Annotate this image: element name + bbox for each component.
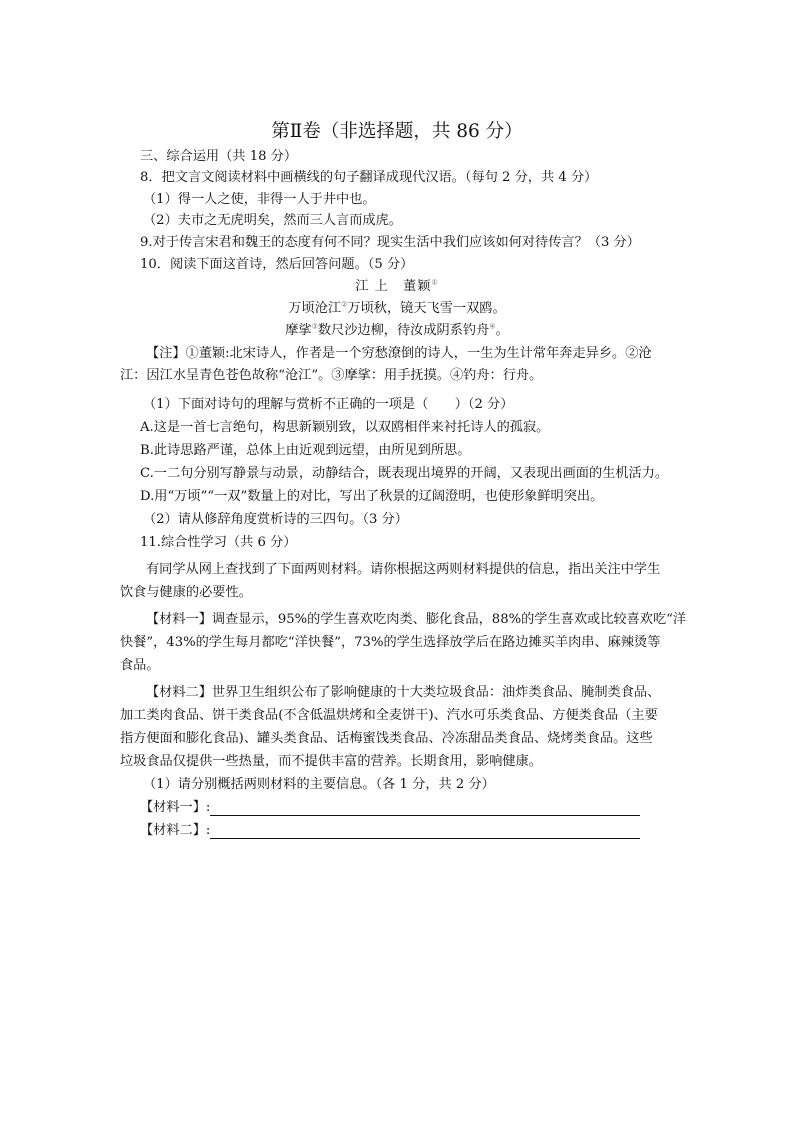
question-10-stem: 10．阅读下面这首诗，然后回答问题。（5 分） — [140, 257, 414, 272]
material-1-line-1: 【材料一】调查显示，95%的学生喜欢吃肉类、膨化食品，88%的学生喜欢或比较喜欢吃“洋 — [146, 612, 687, 627]
poem-line-2: 摩挲③数尺沙边柳，待汝成阴系钓舟④。 — [285, 322, 509, 338]
material-1-line-2: 快餐”，43%的学生每月都吃“洋快餐”，73%的学生选择放学后在路边摊买羊肉串、麻辣烫等 — [120, 635, 661, 650]
footnote-mark: ③ — [311, 322, 318, 331]
poem-title: 江 上 董颖① — [355, 278, 439, 294]
question-10-sub-2: （2）请从修辞角度赏析诗的三四句。（3 分） — [143, 512, 408, 527]
footnote-mark: ④ — [489, 322, 496, 331]
question-8-sentence-2: （2）夫市之无虎明矣，然而三人言而成虎。 — [143, 213, 402, 228]
poem-notes-line-2: 江：因江水呈青色苍色故称“沧江”。③摩挲：用手抚摸。④钓舟：行舟。 — [120, 368, 543, 383]
material-2-line-2: 加工类肉食品、饼干类食品(不含低温烘烤和全麦饼干)、汽水可乐类食品、方便类食品（主要 — [120, 708, 658, 723]
material-2-line-1: 【材料二】世界卫生组织公布了影响健康的十大类垃圾食品：油炸类食品、腌制类食品、 — [146, 685, 661, 700]
answer-line-material-1[interactable] — [140, 799, 640, 816]
answer-label: 【材料二】: — [140, 823, 211, 838]
question-11-intro-1: 有同学从网上查找到了下面两则材料。请你根据这两则材料提供的信息，指出关注中学生 — [146, 562, 661, 577]
question-11-sub-1: （1）请分别概括两则材料的主要信息。（各 1 分，共 2 分） — [143, 777, 495, 792]
section-heading: 三、综合运用（共 18 分） — [140, 149, 298, 164]
footnote-mark: ① — [431, 278, 439, 287]
option-a: A.这是一首七言绝句，构思新颖别致，以双鸥相伴来衬托诗人的孤寂。 — [140, 420, 550, 435]
question-9: 9.对于传言宋君和魏王的态度有何不同？现实生活中我们应该如何对待传言？（3 分） — [140, 235, 640, 250]
answer-blank[interactable] — [210, 825, 640, 839]
material-2-line-3: 指方便面和膨化食品)、罐头类食品、话梅蜜饯类食品、冷冻甜品类食品、烧烤类食品。这些 — [120, 731, 653, 746]
option-c: C.一二句分别写静景与动景，动静结合，既表现出境界的开阔，又表现出画面的生机活力。 — [140, 466, 669, 481]
question-8-stem: 8．把文言文阅读材料中画横线的句子翻译成现代汉语。（每句 2 分，共 4 分） — [140, 170, 598, 185]
answer-blank[interactable] — [210, 802, 640, 816]
material-1-line-3: 食品。 — [120, 658, 160, 673]
page-title: 第Ⅱ卷（非选择题，共 86 分） — [271, 121, 523, 142]
answer-label: 【材料一】: — [140, 800, 211, 815]
poem-line-1: 万顷沧江②万顷秋，镜天飞雪一双鸥。 — [288, 300, 506, 316]
material-2-line-4: 垃圾食品仅提供一些热量，而不提供丰富的营养。长期食用，影响健康。 — [120, 754, 542, 769]
question-10-sub-1: （1）下面对诗句的理解与赏析不正确的一项是（ ）（2 分） — [143, 397, 514, 412]
poem-notes-line-1: 【注】①董颖:北宋诗人，作者是一个穷愁潦倒的诗人，一生为生计常年奔走异乡。②沧 — [146, 346, 652, 361]
option-d: D.用“万顷”“一双”数量上的对比，写出了秋景的辽阔澄明，也使形象鲜明突出。 — [140, 489, 604, 504]
footnote-mark: ② — [341, 300, 348, 309]
question-11-intro-2: 饮食与健康的必要性。 — [120, 585, 252, 600]
question-8-sentence-1: （1）得一人之使，非得一人于井中也。 — [143, 192, 376, 207]
answer-line-material-2[interactable] — [140, 822, 640, 839]
question-11-stem: 11.综合性学习（共 6 分） — [140, 535, 297, 550]
option-b: B.此诗思路严谨，总体上由近观到远望，由所见到所思。 — [140, 443, 471, 458]
